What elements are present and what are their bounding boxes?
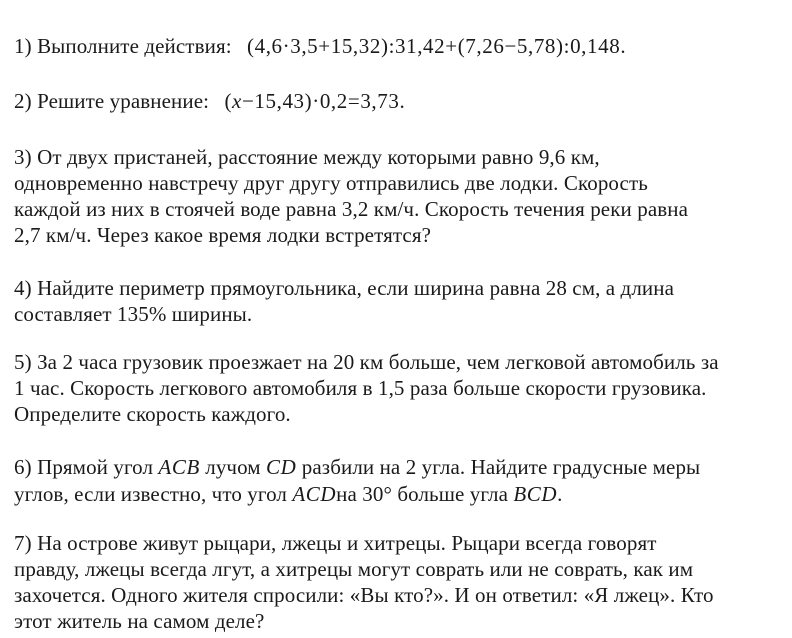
problem-4-line-1 bbox=[14, 275, 674, 301]
problem-3-text-2: одновременно навстречу друг другу отправились две лодки. Скорость bbox=[14, 171, 648, 195]
problem-2-text: Решите уравнение: bbox=[37, 89, 210, 113]
equation-variable: x bbox=[232, 89, 242, 113]
problem-7-text-1: На острове живут рыцари, лжецы и хитрецы. Рыцари всегда говорят bbox=[37, 531, 657, 555]
problem-1-number: 1) bbox=[14, 34, 32, 58]
problem-4-text-1: Найдите периметр прямоугольника, если ширина равна 28 см, а длина bbox=[37, 276, 675, 300]
angle-acd: ACD bbox=[292, 482, 337, 506]
problem-6-text-d: углов, если известно, что угол bbox=[14, 482, 287, 506]
problem-5-text-3: Определите скорость каждого. bbox=[14, 402, 291, 426]
problem-2-line-1 bbox=[14, 88, 405, 114]
problem-5-text-1: За 2 часа грузовик проезжает на 20 км больше, чем легковой автомобиль за bbox=[37, 350, 719, 374]
problem-7-text-4: этот житель на самом деле? bbox=[14, 609, 265, 633]
problem-6-text-c: разбили на 2 угла. Найдите градусные меры bbox=[301, 455, 701, 479]
problem-4-text-2: составляет 135% ширины. bbox=[14, 302, 253, 326]
equation-rest: −15,43)·0,2=3,73. bbox=[241, 89, 406, 113]
problem-7-text-2: правду, лжецы всегда лгут, а хитрецы могут соврать или не соврать, как им bbox=[14, 557, 694, 581]
problem-7-text-3: захочется. Одного жителя спросили: «Вы кто?». И он ответил: «Я лжец». Кто bbox=[14, 583, 714, 607]
problem-1-line-1 bbox=[14, 33, 626, 59]
problem-6-text-b: лучом bbox=[205, 455, 261, 479]
problem-6-number: 6) bbox=[14, 455, 32, 479]
angle-acb: ACB bbox=[158, 455, 200, 479]
problem-6-text-e: на 30° bbox=[336, 482, 392, 506]
problem-7-number: 7) bbox=[14, 531, 32, 555]
problem-4-number: 4) bbox=[14, 276, 32, 300]
problem-1-expression: (4,6·3,5+15,32):31,42+(7,26−5,78):0,148. bbox=[247, 34, 627, 58]
problem-3-line-1 bbox=[14, 144, 600, 170]
problem-6-period: . bbox=[557, 482, 563, 506]
problem-6-text-a: Прямой угол bbox=[37, 455, 154, 479]
problem-7-line-1 bbox=[14, 530, 657, 556]
problem-2-equation bbox=[224, 89, 405, 113]
problem-6-line-1 bbox=[14, 454, 700, 480]
problem-5-text-2: 1 час. Скорость легкового автомобиля в 1,5 раза больше скорости грузовика. bbox=[14, 376, 707, 400]
equation-open-paren: ( bbox=[224, 89, 233, 113]
problem-2-number: 2) bbox=[14, 89, 32, 113]
problem-3-number: 3) bbox=[14, 145, 32, 169]
problem-3-text-4: 2,7 км/ч. Через какое время лодки встретятся? bbox=[14, 223, 431, 247]
problem-6-line-2 bbox=[14, 481, 563, 507]
problem-5-number: 5) bbox=[14, 350, 32, 374]
problem-3-text-1: От двух пристаней, расстояние между которыми равно 9,6 км, bbox=[37, 145, 600, 169]
problem-3-text-3: каждой из них в стоячей воде равна 3,2 км/ч. Скорость течения реки равна bbox=[14, 197, 689, 221]
ray-cd: CD bbox=[266, 455, 297, 479]
problem-6-text-f: больше угла bbox=[397, 482, 508, 506]
problem-5-line-1 bbox=[14, 349, 719, 375]
problem-1-text: Выполните действия: bbox=[37, 34, 232, 58]
angle-bcd: BCD bbox=[513, 482, 558, 506]
